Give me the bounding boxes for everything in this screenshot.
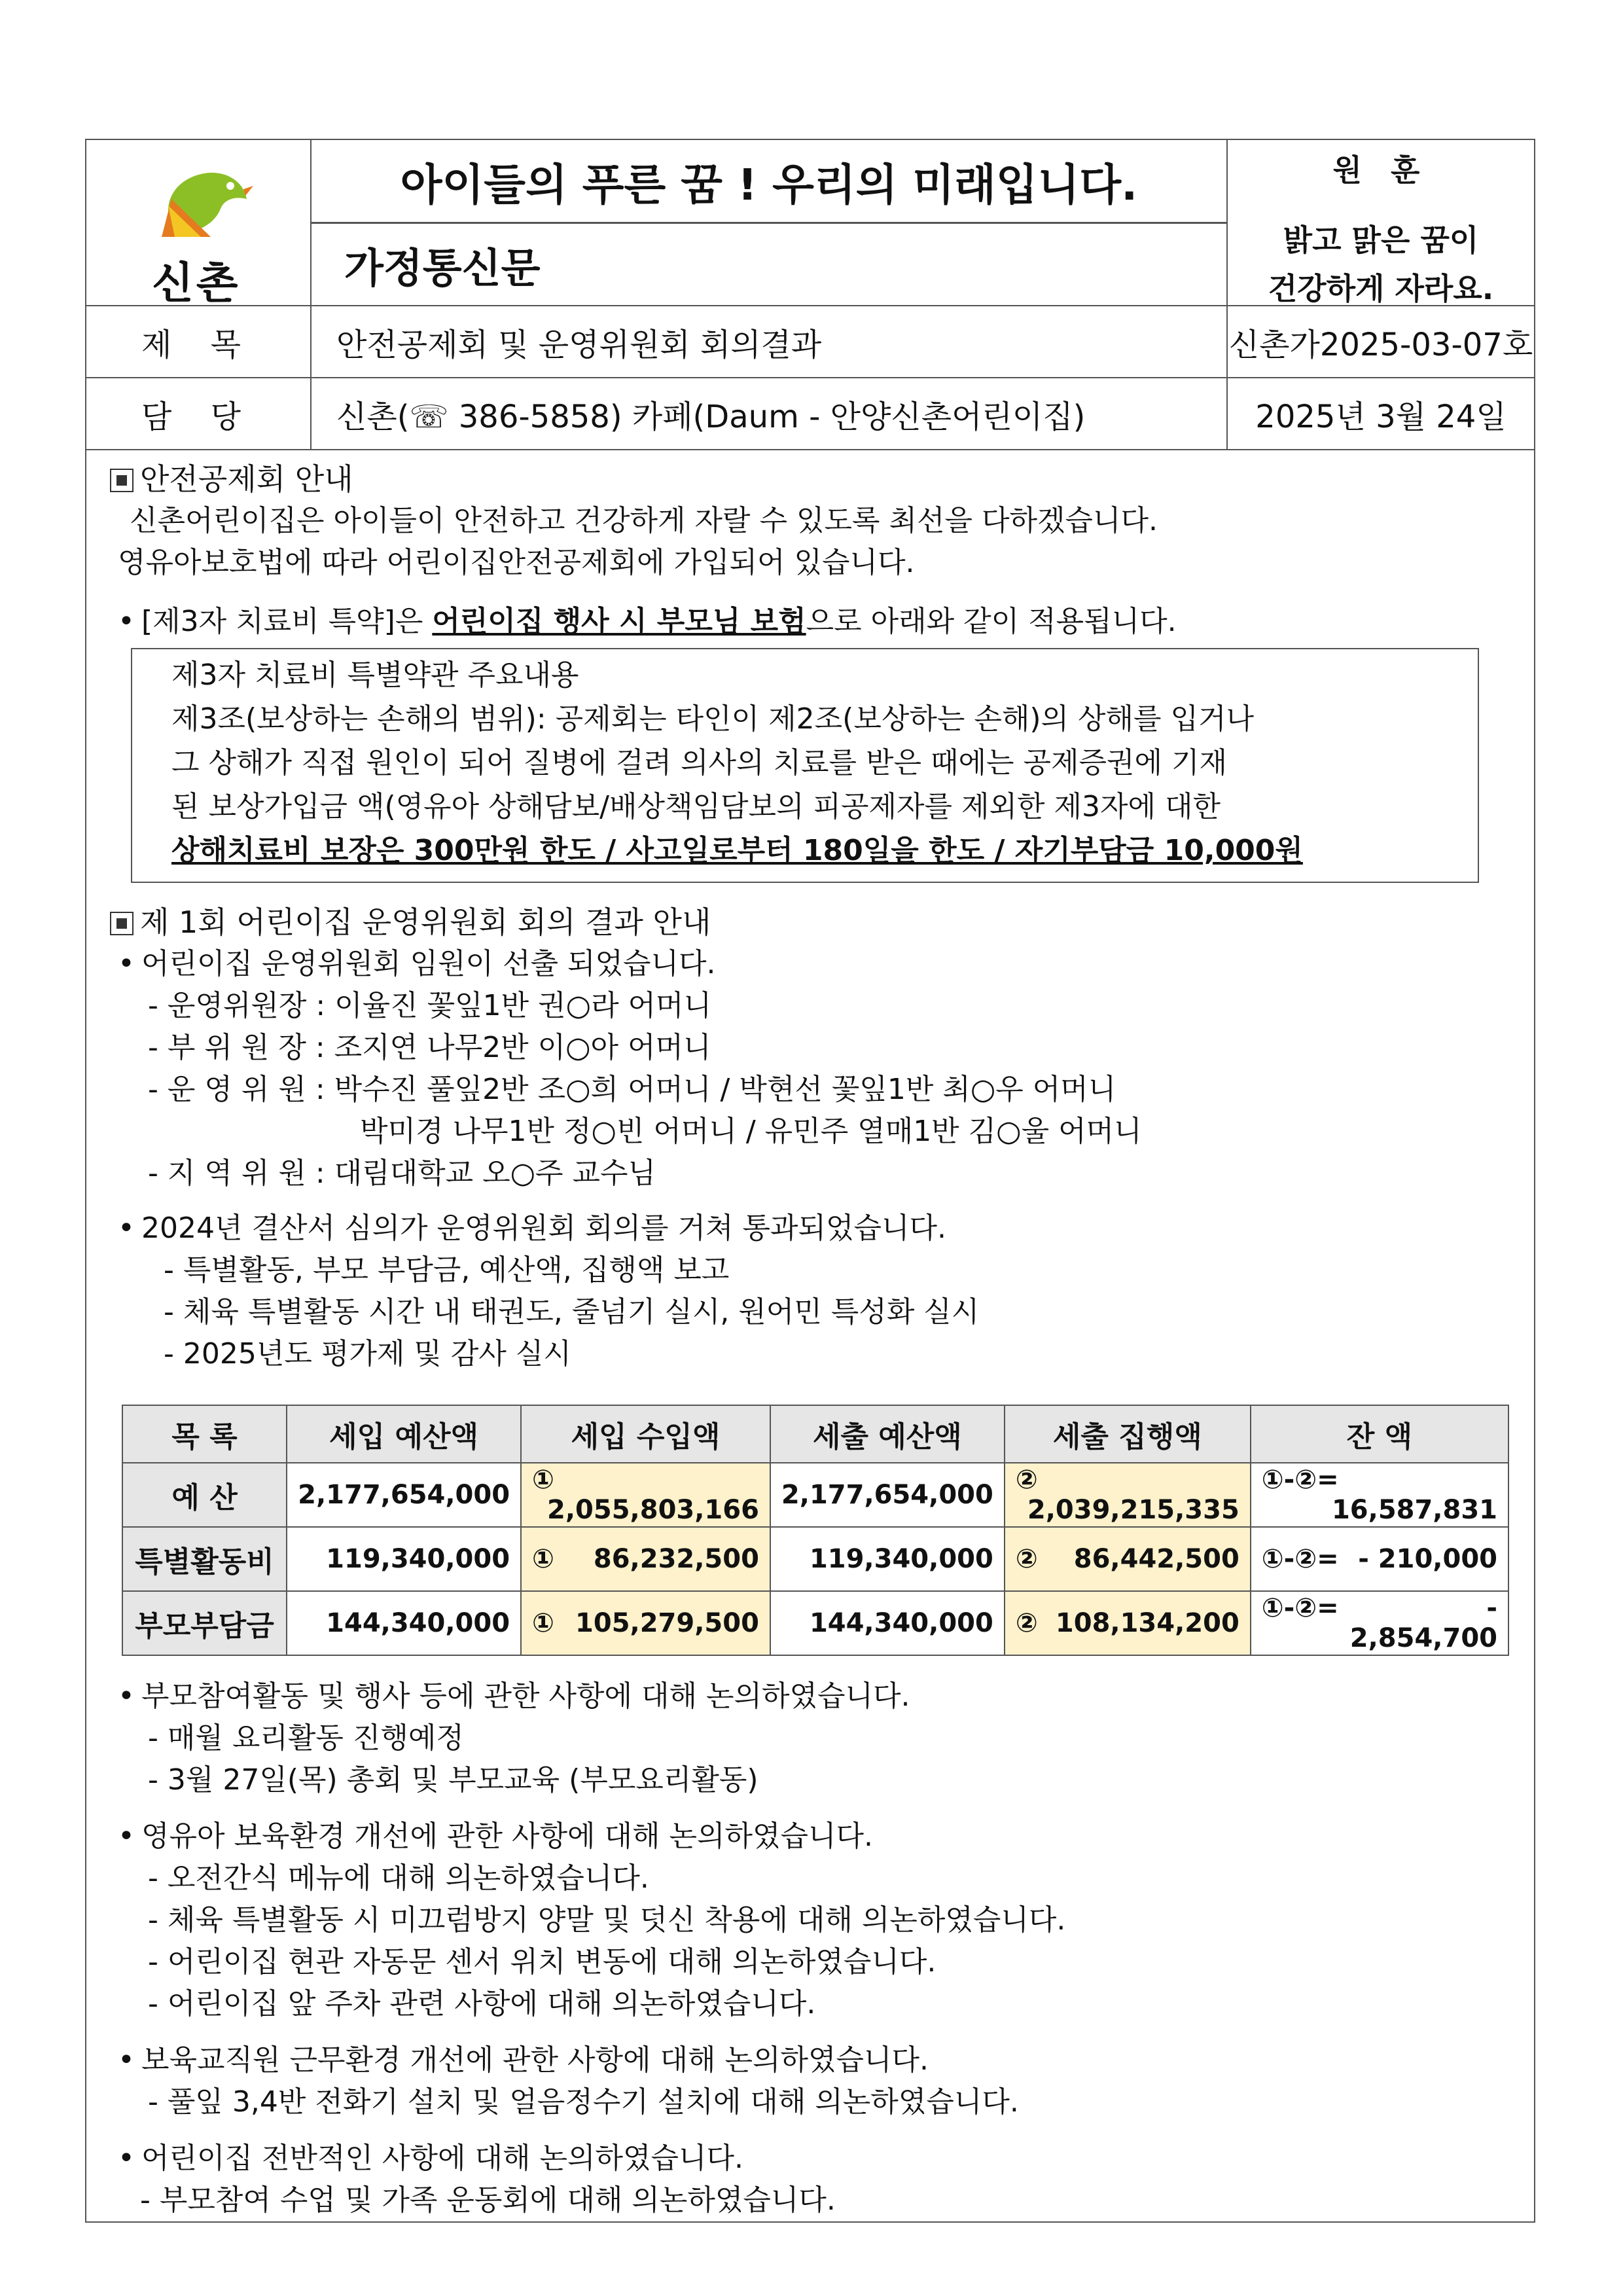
contact-value: 신촌(☏ 386-5858) 카페(Daum - 안양신촌어린이집) xyxy=(310,377,1228,450)
settlement-item: - 특별활동, 부모 부담금, 예산액, 집행액 보고 xyxy=(164,1253,730,1287)
square-bullet-icon xyxy=(110,469,134,492)
discussion-bullet-environment: • 영유아 보육환경 개선에 관한 사항에 대해 논의하였습니다. xyxy=(110,1816,1510,1857)
committee-bullet-2: • 2024년 결산서 심의가 운영위원회 회의를 거쳐 통과되었습니다. xyxy=(110,1208,1510,1249)
col-header: 세출 집행액 xyxy=(1005,1405,1251,1463)
expense-budget: 144,340,000 xyxy=(770,1591,1005,1655)
revenue-actual: ① 86,232,500 xyxy=(521,1527,770,1591)
discussion-item: - 부모참여 수업 및 가족 운동회에 대해 의논하였습니다. xyxy=(140,2183,836,2217)
discussion-item: - 어린이집 현관 자동문 센서 위치 변동에 대해 의논하였습니다. xyxy=(148,1945,936,1979)
motto-title: 원 훈 xyxy=(1332,152,1429,188)
box-line: 그 상해가 직접 원인이 되어 질병에 걸려 의사의 치료를 받은 때에는 공제증권에 기재 xyxy=(171,746,1227,780)
row-label: 부모부담금 xyxy=(122,1591,287,1655)
logo-name: 신촌 xyxy=(152,258,241,308)
revenue-budget: 2,177,654,000 xyxy=(287,1463,521,1527)
safety-section-title: 안전공제회 안내 xyxy=(110,458,1510,500)
newsletter-title: 가정통신문 xyxy=(310,223,1228,306)
member-line: 박미경 나무1반 정○빈 어머니 / 유민주 열매1반 김○울 어머니 xyxy=(360,1115,1142,1148)
settlement-item: - 체육 특별활동 시간 내 태권도, 줄넘기 실시, 원어민 특성화 실시 xyxy=(164,1295,980,1329)
expense-actual: ② 86,442,500 xyxy=(1005,1527,1251,1591)
discussion-item: - 매월 요리활동 진행예정 xyxy=(148,1721,464,1755)
issue-date: 2025년 3월 24일 xyxy=(1226,377,1535,450)
committee-bullet-1: • 어린이집 운영위원회 임원이 선출 되었습니다. xyxy=(110,943,1510,985)
balance: ①-②= 16,587,831 xyxy=(1251,1463,1508,1527)
motto-line-2: 건강하게 자라요. xyxy=(1268,271,1494,306)
revenue-actual: ① 105,279,500 xyxy=(521,1591,770,1655)
logo-cell xyxy=(85,139,312,306)
insurance-box xyxy=(131,648,1479,883)
col-header: 세출 예산액 xyxy=(770,1405,1005,1463)
table-row xyxy=(122,1591,1508,1655)
safety-paragraph-1: 신촌어린이집은 아이들이 안전하고 건강하게 자랄 수 있도록 최선을 다하겠습니다. xyxy=(130,504,1158,537)
box-line: 된 보상가입금 액(영유아 상해담보/배상책임담보의 피공제자를 제외한 제3자에 대한 xyxy=(171,790,1221,823)
discussion-item: - 체육 특별활동 시 미끄럼방지 양말 및 덧신 착용에 대해 의논하였습니다. xyxy=(148,1903,1066,1937)
discussion-bullet-staff: • 보육교직원 근무환경 개선에 관한 사항에 대해 논의하였습니다. xyxy=(110,2039,1510,2081)
discussion-item: - 어린이집 앞 주차 관련 사항에 대해 의논하였습니다. xyxy=(148,1987,816,2020)
revenue-budget: 119,340,000 xyxy=(287,1527,521,1591)
member-line: - 지 역 위 원 : 대림대학교 오○주 교수님 xyxy=(148,1157,656,1190)
revenue-budget: 144,340,000 xyxy=(287,1591,521,1655)
subject-value: 안전공제회 및 운영위원회 회의결과 xyxy=(310,305,1228,378)
revenue-actual: ① 2,055,803,166 xyxy=(521,1463,770,1527)
col-header: 세입 예산액 xyxy=(287,1405,521,1463)
slogan: 아이들의 푸른 꿈 ! 우리의 미래입니다. xyxy=(310,139,1228,224)
settlement-table xyxy=(122,1405,1509,1656)
row-label: 예 산 xyxy=(122,1463,287,1527)
table-row xyxy=(122,1527,1508,1591)
expense-actual: ② 2,039,215,335 xyxy=(1005,1463,1251,1527)
content-body xyxy=(110,458,1510,1375)
box-line: 제3자 치료비 특별약관 주요내용 xyxy=(171,658,579,692)
balance: ①-②= - 210,000 xyxy=(1251,1527,1508,1591)
discussion-item: - 풀잎 3,4반 전화기 설치 및 얼음정수기 설치에 대해 의논하였습니다. xyxy=(148,2085,1019,2119)
discussion-bullet-general: • 어린이집 전반적인 사항에 대해 논의하였습니다. xyxy=(110,2138,1510,2179)
col-header: 잔 액 xyxy=(1251,1405,1508,1463)
safety-bullet: • [제3자 치료비 특약]은 어린이집 행사 시 부모님 보험으로 아래와 같이 적용됩니다. xyxy=(110,601,1510,643)
box-line: 제3조(보상하는 손해의 범위): 공제회는 타인이 제2조(보상하는 손해)의 상해를 입거나 xyxy=(171,702,1254,736)
motto-line-1: 밝고 맑은 꿈이 xyxy=(1283,223,1479,258)
expense-budget: 119,340,000 xyxy=(770,1527,1005,1591)
subject-label: 제 목 xyxy=(85,305,312,378)
discussion-item: - 오전간식 메뉴에 대해 의논하였습니다. xyxy=(148,1861,649,1895)
expense-actual: ② 108,134,200 xyxy=(1005,1591,1251,1655)
balance: ①-②= - 2,854,700 xyxy=(1251,1591,1508,1655)
doc-number: 신촌가2025-03-07호 xyxy=(1226,305,1535,378)
contact-label: 담 당 xyxy=(85,377,312,450)
expense-budget: 2,177,654,000 xyxy=(770,1463,1005,1527)
safety-paragraph-2: 영유아보호법에 따라 어린이집안전공제회에 가입되어 있습니다. xyxy=(118,546,915,579)
member-line: - 부 위 원 장 : 조지연 나무2반 이○아 어머니 xyxy=(148,1031,711,1064)
settlement-item: - 2025년도 평가제 및 감사 실시 xyxy=(164,1337,571,1371)
square-bullet-icon xyxy=(110,912,134,935)
table-row xyxy=(122,1463,1508,1527)
row-label: 특별활동비 xyxy=(122,1527,287,1591)
committee-section-title: 제 1회 어린이집 운영위원회 회의 결과 안내 xyxy=(110,901,1510,943)
col-header: 세입 수입액 xyxy=(521,1405,770,1463)
discussion-body xyxy=(110,1676,1510,2221)
box-emphasis: 상해치료비 보장은 300만원 한도 / 사고일로부터 180일을 한도 / 자기부담금 10,000원 xyxy=(171,834,1303,867)
member-line: - 운영위원장 : 이율진 꽃잎1반 권○라 어머니 xyxy=(148,989,712,1022)
logo-bird-icon xyxy=(149,160,253,245)
table-header-row xyxy=(122,1405,1508,1463)
member-line: - 운 영 위 원 : 박수진 풀잎2반 조○희 어머니 / 박현선 꽃잎1반 최○우 어머니 xyxy=(148,1073,1116,1106)
col-header: 목 록 xyxy=(122,1405,287,1463)
motto-cell xyxy=(1226,139,1535,306)
discussion-bullet-parents: • 부모참여활동 및 행사 등에 관한 사항에 대해 논의하였습니다. xyxy=(110,1676,1510,1717)
discussion-item: - 3월 27일(목) 총회 및 부모교육 (부모요리활동) xyxy=(148,1763,758,1797)
